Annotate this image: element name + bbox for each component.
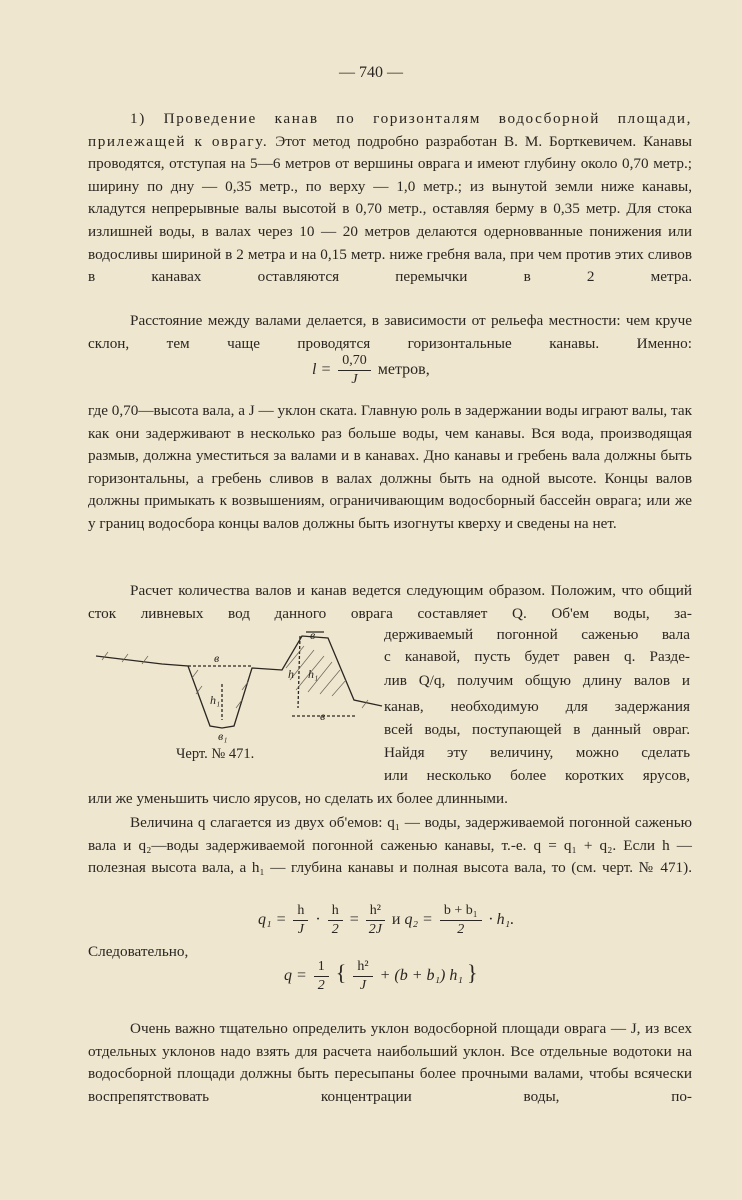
label-b-crest: в	[310, 628, 316, 642]
formula-l-fraction	[338, 352, 371, 389]
paragraph-5: Величина q слагается из двух об'емов: q₁ — воды, задерживаемой погонной саженью вала и q₂—воды задерживаемой погонной саженью канавы, т.-е. q = q₁ + q₂. Если h — полезная высота вала, а h₁ — глубина канавы и полная высота вала, то (см. черт. № 471).	[88, 814, 692, 877]
paragraph-3: где 0,70—высота вала, а J — уклон ската. Главную роль в задержании воды играют валы, так как они задерживают в несколько раз больше воды, чем канавы. Вся вода, производящая размыв, должна уместиться за валами и в канавах. Дно канавы и гребень вала должны быть горизонтальны, а гребень сливов в валах должны быть на одной высоте. Концы валов должны примыкать к возвышениям, ограничивающим водосборный бассейн оврага; или же у границ водосбора концы валов должны быть изогнуты кверху и сведены на нет.	[88, 402, 692, 532]
formula-q1-num2: h	[328, 902, 343, 921]
formula-q1-num1: h	[293, 902, 308, 921]
figure-caption: Черт. № 471.	[176, 746, 255, 762]
paragraph-6: Очень важно тщательно определить уклон водосборной площади оврага — J, из всех отдельных уклонов надо взять для расчета наибольший уклон. Все отдельные водотоки на водосборной площади должны быть пересыпаны более прочными валами, чтобы всячески воспрепятствовать концентрации воды, по-	[88, 1020, 692, 1105]
paragraph-2: Расстояние между валами делается, в зависимости от рельефа местности: чем круче склон, тем чаще проводятся горизонтальные канавы. Именно:	[88, 312, 692, 352]
paragraph-4-wrap-line-7: или несколько более коротких ярусов,	[384, 767, 690, 784]
formula-q2-tail: · h₁.	[488, 911, 515, 929]
formula-and: и	[391, 911, 401, 929]
paragraph-1-lead: 1) Проведение канав по горизонталям водосборной площади, прилежащей к оврагу.	[88, 110, 692, 150]
formula-q1-den3: 2J	[368, 922, 382, 937]
formula-l-lhs: l =	[312, 361, 332, 379]
formula-q1-lhs: q₁ =	[258, 911, 287, 929]
consequently-label: Следовательно,	[88, 943, 189, 960]
label-h: h	[288, 667, 294, 681]
paragraph-4-wrap-line-6: Найдя эту величину, можно сделать	[384, 744, 690, 761]
formula-q-total: q = $\frac{1}{2}$ { $\frac{\text{h²}}{J}$ + (b + b₁) h₁ }	[284, 959, 478, 993]
formula-q-J: J	[359, 978, 367, 993]
label-b-ditch: в	[214, 651, 220, 665]
formula-q-tail: + (b + b₁) h₁	[379, 967, 463, 985]
paragraph-4-top: Расчет количества валов и канав ведется следующим образом. Положим, что общий сток ливневых вод данного оврага составляет Q. Об'ем воды, за-	[88, 582, 692, 622]
paragraph-4-wrap-line-3: лив Q/q, получим общую длину валов и	[384, 672, 690, 689]
ground-profile	[96, 636, 382, 728]
formula-q1-den1: J	[297, 922, 304, 937]
formula-q-lhs: q =	[284, 967, 307, 985]
formula-l-numerator: 0,70	[338, 352, 371, 371]
formula-q-two: 2	[317, 978, 325, 993]
paragraph-4-wrap-line-4: канав, необходимую для задержания	[384, 698, 690, 715]
formula-l-unit: метров,	[377, 361, 430, 379]
paragraph-1-body: Этот метод подробно разработан В. М. Борткевичем. Канавы проводятся, отступая на 5—6 метров от вершины оврага и имеют глубину около 0,70 метр.; ширину по дну — 0,35 метр., по верху — 1,0 метр.; из вынутой земли ниже канавы, кладутся непрерывные валы высотой в 0,70 метр., оставляя берму в 0,35 метр. Для стока излишней воды, в валах через 10 — 20 метров делаются одерновванные понижения или водосливы шириной в 2 метра и на 0,15 метр. ниже гребня вала, при чем против этих сливов в канавах оставляются перемычки в 2 метра.	[88, 132, 692, 286]
paragraph-4-wrap-line-2: с канавой, пусть будет равен q. Разде-	[384, 648, 690, 665]
formula-q1-num3: h²	[366, 902, 385, 921]
formula-l-denominator: J	[351, 372, 358, 387]
formula-q-one: 1	[314, 958, 329, 977]
formula-q2-den: 2	[457, 922, 465, 937]
formula-q2-lhs: q₂ =	[404, 911, 433, 929]
paragraph-1	[88, 108, 692, 289]
paragraph-4-wrap-line-5: всей воды, поступающей в данный овраг.	[384, 721, 690, 738]
formula-l	[312, 352, 430, 389]
label-b1: в₁	[218, 729, 228, 743]
formula-q2-num: b + b₁	[440, 902, 482, 921]
label-h1: h₁	[210, 693, 221, 707]
wall-height-line	[298, 636, 300, 708]
formula-q1-q2: q₁ = $\frac{h}{J}$ · $\frac{h}{2}$ = $\frac{\text{h²}}{2J}$ и q₂ = $\frac{\text{b + b₁}}{2}$ · h₁.	[258, 903, 515, 937]
formula-q-h2: h²	[353, 958, 372, 977]
page-number: — 740 —	[339, 64, 403, 81]
paragraph-4-wrap-line-1: держиваемый погонной саженью вала	[384, 626, 690, 643]
label-h1-wall: h₁	[308, 667, 319, 681]
paragraph-4-end: или же уменьшить число ярусов, но сделать их более длинными.	[88, 790, 508, 807]
formula-q1-den2: 2	[331, 922, 339, 937]
label-b-base: в	[320, 709, 326, 723]
